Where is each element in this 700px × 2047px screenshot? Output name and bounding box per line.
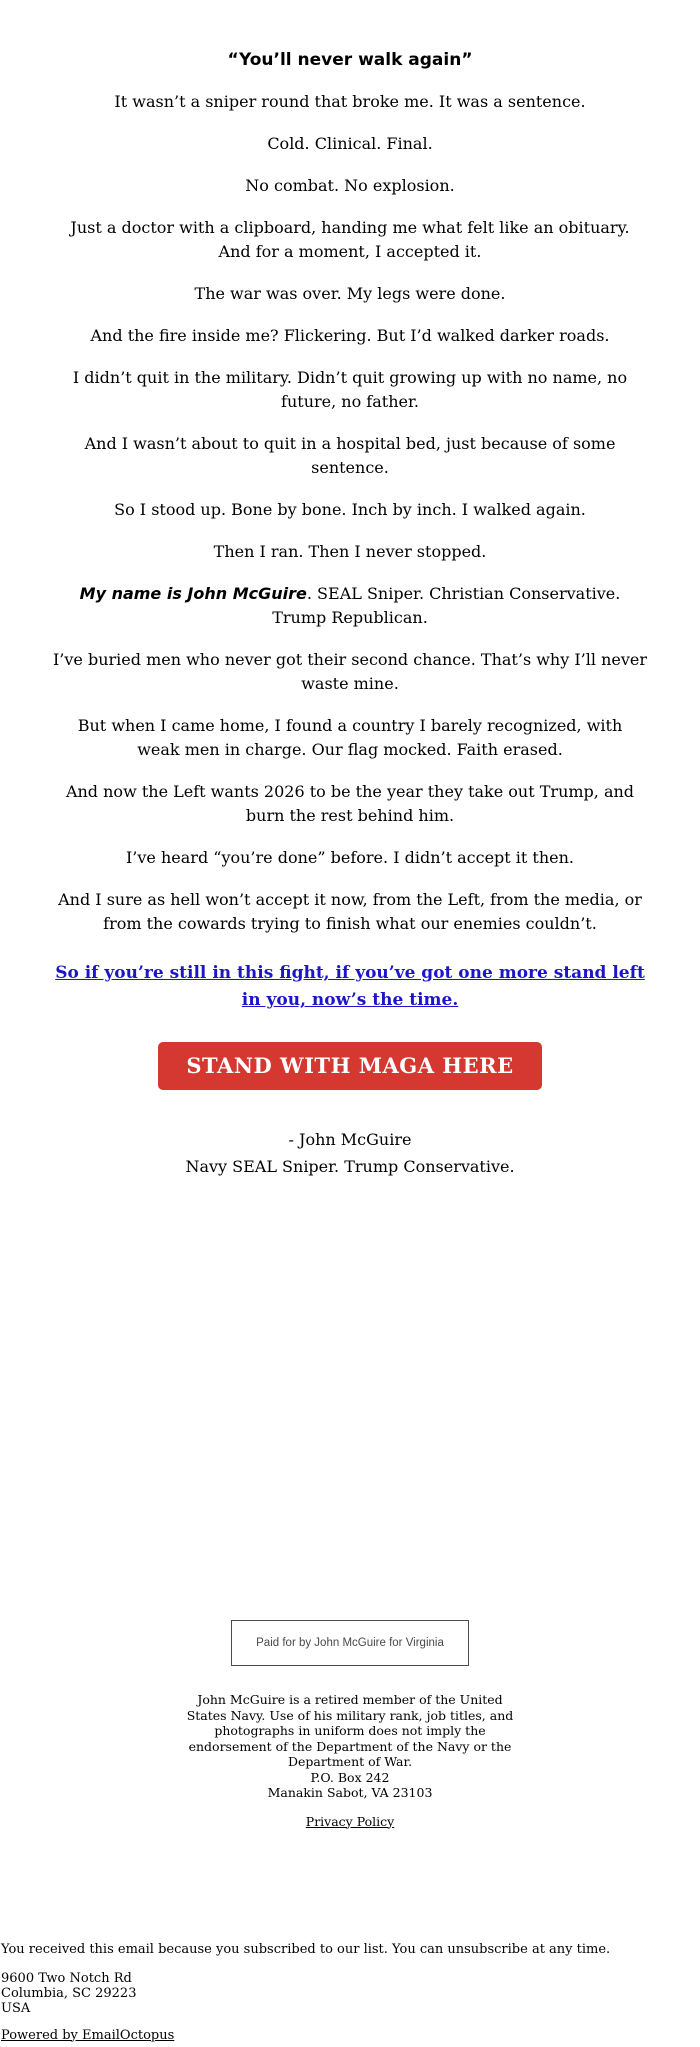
text-segment: I’ve heard “you’re done” before. I didn’t accept it then. [125,848,575,867]
paid-for-box [231,1620,469,1666]
text-segment: And I wasn’t about to quit in a hospital bed, just because of some [84,434,616,453]
text-segment: Just a doctor with a clipboard, handing me what felt like an obituary. [70,218,630,237]
text-segment: I’ve buried men who never got their second chance. That’s why I’ll never [52,650,648,669]
body-paragraph [30,132,670,156]
cta-button-wrap [30,1042,670,1090]
body-paragraph [30,282,670,306]
body-paragraph [30,582,670,630]
footer-subscription-note: You received this email because you subscribed to our list. You can unsubscribe at any time. [1,1941,611,1957]
text-segment: Trump Republican. [272,608,428,627]
body-paragraph [30,174,670,198]
body-paragraph [30,498,670,522]
text-segment: I didn’t quit in the military. Didn’t quit growing up with no name, no [72,368,628,387]
powered-by-emailoctopus-link[interactable]: Powered by EmailOctopus [1,2027,175,2043]
legal-disclaimer: John McGuire is a retired member of the United States Navy. Use of his military rank, job titles, and photographs in uniform does not imply the endorsement of the Department of the Navy or the Department of War. P.O. Box 242 Manakin Sabot, VA 23103 [186,1692,514,1800]
text-segment: sentence. [311,458,389,477]
text-segment: And now the Left wants 2026 to be the year they take out Trump, and [65,782,635,801]
email-paragraphs [30,48,670,1014]
body-paragraph [30,714,670,762]
text-segment: . SEAL Sniper. Christian Conservative. [306,584,621,603]
text-segment: No combat. No explosion. [245,176,455,195]
body-paragraph [30,780,670,828]
footer-address: 9600 Two Notch Rd Columbia, SC 29223 USA [1,1970,137,2016]
text-segment: The war was over. My legs were done. [194,284,506,303]
text-segment: But when I came home, I found a country I barely recognized, with [77,716,623,735]
text-segment: Then I ran. Then I never stopped. [213,542,487,561]
signoff: - John McGuire Navy SEAL Sniper. Trump Conservative. [185,1130,515,1176]
body-paragraph [30,324,670,348]
text-segment: weak men in charge. Our flag mocked. Faith erased. [137,740,563,759]
text-segment: Cold. Clinical. Final. [267,134,433,153]
email-body [30,0,670,1830]
text-segment: waste mine. [301,674,399,693]
text-segment: future, no father. [281,392,419,411]
blank-spacer [30,1180,670,1620]
stand-with-maga-button[interactable]: STAND WITH MAGA HERE [158,1042,541,1090]
body-paragraph [30,90,670,114]
stand-with-maga-text-link[interactable] [55,963,645,1010]
body-paragraph [30,540,670,564]
text-segment: So I stood up. Bone by bone. Inch by inch. I walked again. [114,500,586,519]
paid-for-text: Paid for by John McGuire for Virginia [256,1637,444,1649]
text-segment: in you, now’s the time. [241,990,459,1010]
text-segment: And I sure as hell won’t accept it now, from the Left, from the media, or [58,890,642,909]
body-paragraph [30,366,670,414]
emphasis-name: My name is John McGuire [79,584,307,603]
body-paragraph [30,216,670,264]
body-paragraph [30,888,670,936]
text-segment: It wasn’t a sniper round that broke me. It was a sentence. [114,92,586,111]
footer [0,1942,700,2043]
body-paragraph [30,648,670,696]
text-segment: burn the rest behind him. [245,806,455,825]
privacy-policy-link[interactable]: Privacy Policy [305,1813,395,1829]
text-segment: from the cowards trying to finish what our enemies couldn’t. [103,914,597,933]
headline [30,48,670,72]
cta-link-paragraph [30,960,670,1014]
text-segment: So if you’re still in this fight, if you’ve got one more stand left [55,963,645,983]
text-segment: And for a moment, I accepted it. [218,242,482,261]
text-segment: “You’ll never walk again” [227,50,473,70]
text-segment: And the fire inside me? Flickering. But I’d walked darker roads. [90,326,610,345]
body-paragraph [30,846,670,870]
body-paragraph [30,432,670,480]
